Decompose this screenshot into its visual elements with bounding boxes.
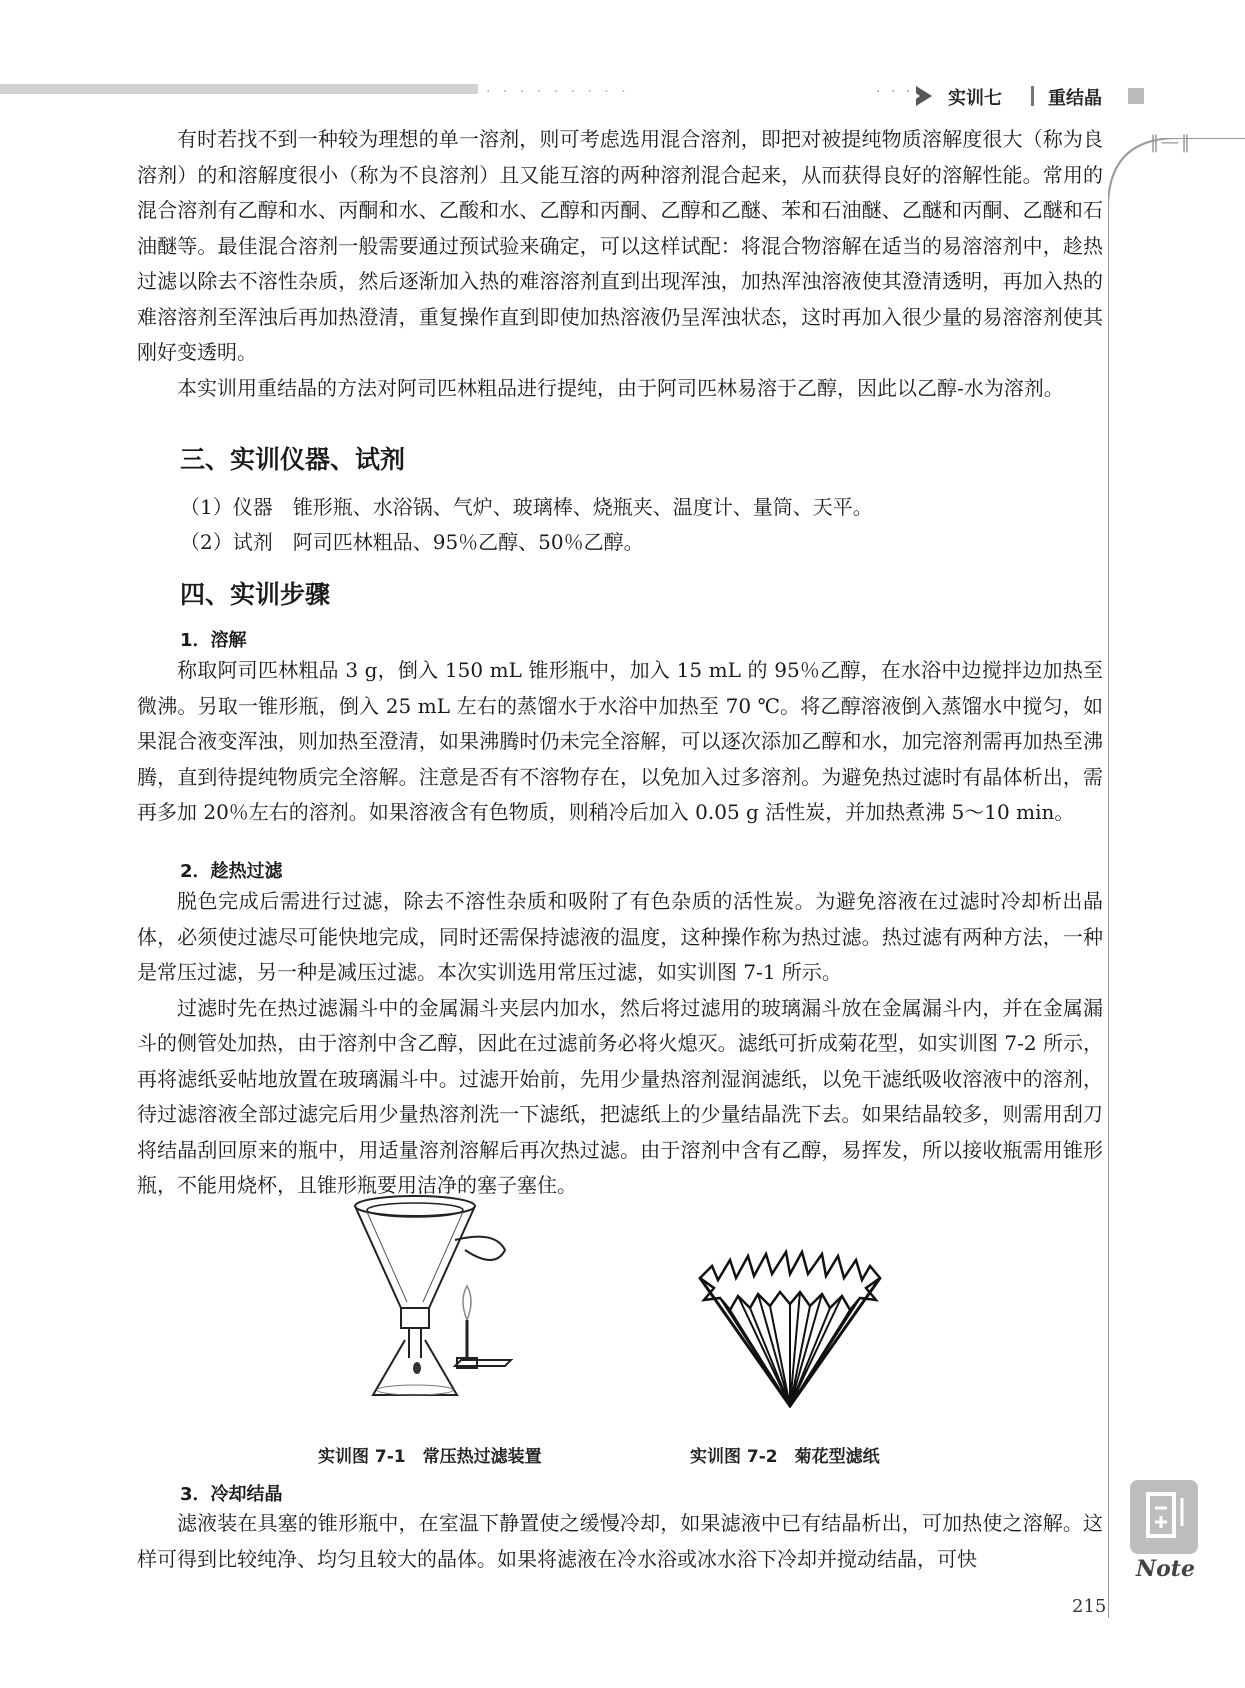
arrow-icon (916, 86, 932, 106)
figure-7-1-caption: 实训图 7-1 常压热过滤装置 (318, 1447, 542, 1467)
note-label: Note (1136, 1556, 1195, 1582)
chapter-title: 重结晶 (1048, 88, 1102, 109)
margin-marks: ‖—‖ (1150, 132, 1192, 153)
note-icon (1128, 1478, 1200, 1556)
hot-filtration-apparatus-figure (345, 1190, 515, 1400)
step-heading: 1．溶解 (180, 630, 247, 651)
section-heading-3: 三、实训仪器、试剂 (180, 445, 406, 474)
header-separator (1031, 86, 1034, 106)
section-heading-4: 四、实训步骤 (180, 580, 331, 609)
paragraph: 脱色完成后需进行过滤，除去不溶性杂质和吸附了有色杂质的活性炭。为避免溶液在过滤时冷却析出晶体，必须使过滤尽可能快地完成，同时还需保持滤液的温度，这种操作称为热过滤。热过滤有两种方法，一种是常压过滤，另一种是减压过滤。本次实训选用常压过滤，如实训图 7-1 所示。 (137, 889, 1103, 984)
header-rule (0, 84, 478, 94)
list-item: （1）仪器 锥形瓶、水浴锅、气炉、玻璃棒、烧瓶夹、温度计、量筒、天平。 (180, 495, 873, 519)
header-dots-right: · · · (876, 84, 914, 100)
intro-text (137, 122, 1103, 406)
step1-text (137, 653, 1103, 831)
margin-curve (1108, 138, 1245, 1618)
running-header (876, 80, 1176, 112)
list-item: （2）试剂 阿司匹林粗品、95％乙醇、50％乙醇。 (180, 530, 644, 554)
paragraph: 过滤时先在热过滤漏斗中的金属漏斗夹层内加水，然后将过滤用的玻璃漏斗放在金属漏斗内，并在金属漏斗的侧管处加热，由于溶剂中含乙醇，因此在过滤前务必将火熄灭。滤纸可折成菊花型，如实训图 7-2 所示，再将滤纸妥帖地放置在玻璃漏斗中。过滤开始前，先用少量热溶剂湿润滤纸，以免干滤纸吸收溶液中的溶剂，待过滤溶液全部过滤完后用少量热溶剂洗一下滤纸，把滤纸上的少量结晶洗下去。如果结晶较多，则需用刮刀将结晶刮回原来的瓶中，用适量溶剂溶解后再次热过滤。由于溶剂中含有乙醇，易挥发，所以接收瓶需用锥形瓶，不能用烧杯，且锥形瓶要用洁净的塞子塞住。 (137, 995, 1103, 1197)
figure-7-2-caption: 实训图 7-2 菊花型滤纸 (690, 1447, 880, 1467)
step2-text (137, 884, 1103, 1204)
step3-text (137, 1506, 1103, 1577)
paragraph: 有时若找不到一种较为理想的单一溶剂，则可考虑选用混合溶剂，即把对被提纯物质溶解度很大（称为良溶剂）的和溶解度很小（称为不良溶剂）且又能互溶的两种溶剂混合起来，从而获得良好的溶解性能。常用的混合溶剂有乙醇和水、丙酮和水、乙酸和水、乙醇和丙酮、乙醇和乙醚、苯和石油醚、乙醚和丙酮、乙醚和石油醚等。最佳混合溶剂一般需要通过预试验来确定，可以这样试配：将混合物溶解在适当的易溶溶剂中，趁热过滤以除去不溶性杂质，然后逐渐加入热的难溶溶剂直到出现浑浊，加热浑浊溶液使其澄清透明，再加入热的难溶溶剂至浑浊后再加热澄清，重复操作直到即使加热溶液仍呈浑浊状态，这时再加入很少量的易溶溶剂使其刚好变透明。 (137, 127, 1103, 364)
paragraph: 本实训用重结晶的方法对阿司匹林粗品进行提纯，由于阿司匹林易溶于乙醇，因此以乙醇-水为溶剂。 (177, 375, 1064, 400)
chapter-label: 实训七 (948, 88, 1002, 109)
header-dots: · · · · · · · · · (486, 84, 630, 100)
fluted-filter-paper-figure (690, 1238, 890, 1408)
paragraph: 称取阿司匹林粗品 3 g，倒入 150 mL 锥形瓶中，加入 15 mL 的 95％乙醇，在水浴中边搅拌边加热至微沸。另取一锥形瓶，倒入 25 mL 左右的蒸馏水于水浴中加热至 70 ℃。将乙醇溶液倒入蒸馏水中搅匀，如果混合液变浑浊，则加热至澄清，如果沸腾时仍未完全溶解，可以逐次添加乙醇和水，加完溶剂需再加热至沸腾，直到待提纯物质完全溶解。注意是否有不溶物存在，以免加入过多溶剂。为避免热过滤时有晶体析出，需再多加 20％左右的溶剂。如果溶液含有色物质，则稍冷后加入 0.05 g 活性炭，并加热煮沸 5～10 min。 (137, 658, 1103, 824)
page-number: 215 (1072, 1596, 1107, 1617)
square-icon (1128, 88, 1144, 104)
step-heading: 3．冷却结晶 (180, 1484, 283, 1505)
paragraph: 滤液装在具塞的锥形瓶中，在室温下静置使之缓慢冷却，如果滤液中已有结晶析出，可加热使之溶解。这样可得到比较纯净、均匀且较大的晶体。如果将滤液在冷水浴或冰水浴下冷却并搅动结晶，可快 (137, 1511, 1103, 1571)
step-heading: 2．趁热过滤 (180, 861, 283, 882)
